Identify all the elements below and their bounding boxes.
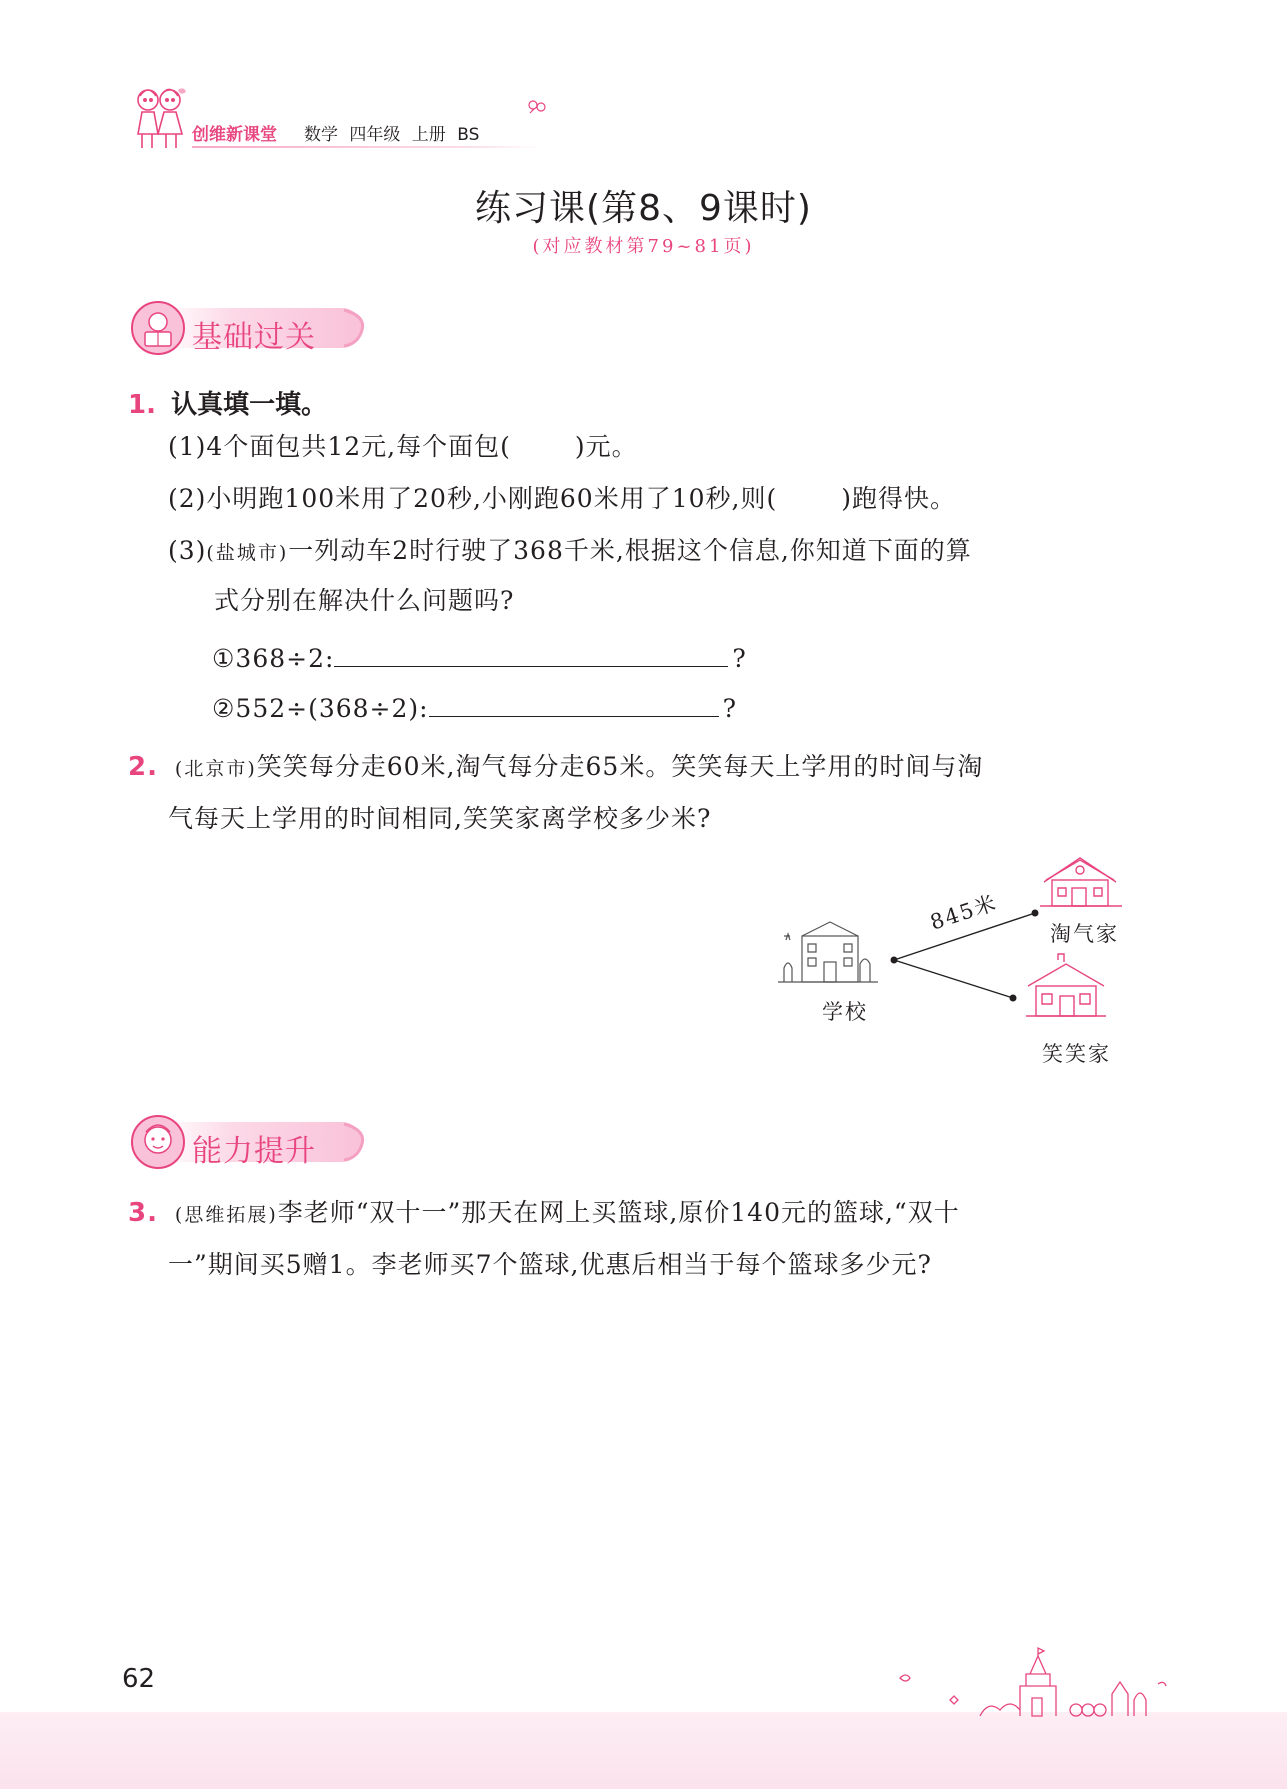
brand-name: 创维新课堂 xyxy=(192,125,277,145)
taoqi-point xyxy=(1032,910,1039,917)
xiaoxiao-point xyxy=(1010,995,1017,1002)
school-point xyxy=(891,957,898,964)
ribbon-curl-icon xyxy=(342,1120,368,1164)
flower-doodle-icon xyxy=(526,97,548,115)
section-banner-basic xyxy=(128,298,373,358)
question-number: 1. xyxy=(128,390,156,420)
question-2-line-1 xyxy=(128,752,983,784)
source-tag: (盐城市) xyxy=(206,542,289,564)
student-thinking-icon xyxy=(128,1112,188,1172)
xiaoxiao-home-label: 笑笑家 xyxy=(1042,1042,1111,1066)
question-text: 李老师“双十一”那天在网上买篮球,原价140元的篮球,“双十 xyxy=(277,1198,960,1227)
section-label: 能力提升 xyxy=(192,1134,316,1169)
question-mark: ? xyxy=(722,694,737,723)
answer-line[interactable] xyxy=(429,690,719,717)
source-tag: (思维拓展) xyxy=(174,1204,278,1226)
distance-label: 845米 xyxy=(927,890,1001,935)
question-text: )元。 xyxy=(574,432,638,461)
header-divider xyxy=(192,146,542,148)
question-1-sub-2 xyxy=(212,690,737,724)
question-text: (3) xyxy=(168,536,207,565)
question-1-sub-1 xyxy=(212,640,747,674)
kids-mascot-icon xyxy=(128,86,190,152)
question-text: 一列动车2时行驶了368千米,根据这个信息,你知道下面的算 xyxy=(288,536,972,565)
question-mark: ? xyxy=(732,644,747,673)
student-reading-icon xyxy=(128,298,188,358)
question-2-line-2: 气每天上学用的时间相同,笑笑家离学校多少米? xyxy=(168,804,712,833)
question-text: )跑得快。 xyxy=(841,484,956,513)
castle-doodle-icon xyxy=(880,1640,1170,1720)
book-info: 数学 四年级 上册 BS xyxy=(304,125,480,145)
question-text: ②552÷(368÷2): xyxy=(212,694,429,723)
taoqi-home-label: 淘气家 xyxy=(1050,922,1119,946)
question-1-part-1 xyxy=(168,432,638,462)
question-3-line-2: 一”期间买5赠1。李老师买7个篮球,优惠后相当于每个篮球多少元? xyxy=(168,1250,932,1279)
question-text: 笑笑每分走60米,淘气每分走65米。笑笑每天上学用的时间与淘 xyxy=(256,752,984,781)
school-label: 学校 xyxy=(822,1000,868,1024)
distance-diagram xyxy=(760,840,1160,1080)
footer-band xyxy=(0,1712,1287,1789)
section-banner-advanced xyxy=(128,1112,373,1172)
page-number: 62 xyxy=(122,1664,156,1694)
question-instruction: 认真填一填。 xyxy=(171,390,328,420)
question-text: (2)小明跑100米用了20秒,小刚跑60米用了10秒,则( xyxy=(168,484,778,513)
school-building-icon xyxy=(778,922,878,982)
page-header xyxy=(128,86,548,156)
ribbon-curl-icon xyxy=(342,306,368,350)
page-title: 练习课(第8、9课时) xyxy=(475,188,812,229)
taoqi-house-icon xyxy=(1040,858,1122,906)
question-1-heading xyxy=(128,384,327,421)
answer-line[interactable] xyxy=(334,640,728,667)
source-tag: (北京市) xyxy=(174,758,257,780)
question-1-part-3-line-1 xyxy=(168,536,972,568)
question-1-part-3-line-2: 式分别在解决什么问题吗? xyxy=(214,586,515,615)
page-subtitle: (对应教材第79~81页) xyxy=(532,236,755,257)
question-1-part-2 xyxy=(168,484,956,514)
section-label: 基础过关 xyxy=(192,320,316,355)
question-number: 3. xyxy=(128,1198,158,1228)
question-text: (1)4个面包共12元,每个面包( xyxy=(168,432,511,461)
question-number: 2. xyxy=(128,752,158,782)
question-text: ①368÷2: xyxy=(212,644,335,673)
question-3-line-1 xyxy=(128,1198,960,1230)
route-to-xiaoxiao-line xyxy=(894,960,1013,998)
xiaoxiao-house-icon xyxy=(1026,954,1106,1016)
